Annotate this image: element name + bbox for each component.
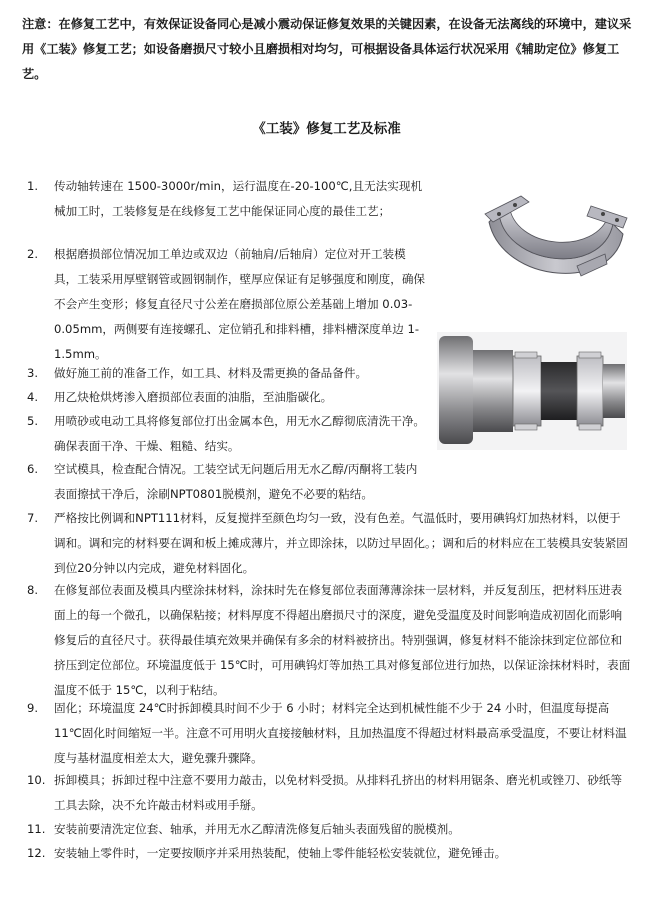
list-number: 3. <box>27 366 39 380</box>
list-item: 根据磨损部位情况加工单边或双边（前轴肩/后轴肩）定位对开工装模具，工装采用厚壁钢管或圆钢制作，壁厚应保证有足够强度和刚度，确保不会产生变形；修复直径尺寸公差在磨损部位原公差基础上增加 0.03-0.05mm，两侧要有连接螺孔、定位销孔和排料槽，排料槽深度单边 1-1.5mm。 <box>54 247 426 361</box>
section-title: 《工装》修复工艺及标准 <box>252 121 401 137</box>
list-item: 固化；环境温度 24℃时拆卸模具时间不少于 6 小时；材料完全达到机械性能不少于 24 小时，但温度每提高 11℃固化时间缩短一半。注意不可用明火直接接触材料，且加热温度不得超过材料最高承受温度，不要让材料温度与基材温度相差太大，避免骤升骤降。 <box>54 701 627 765</box>
list-item: 传动轴转速在 1500-3000r/min，运行温度在-20-100℃,且无法实现机械加工时，工装修复是在线修复工艺中能保证同心度的最佳工艺； <box>54 179 423 218</box>
list-number: 5. <box>27 414 39 428</box>
list-item: 用乙炔枪烘烤渗入磨损部位表面的油脂，至油脂碳化。 <box>54 390 333 404</box>
list-number: 6. <box>27 462 39 476</box>
list-item: 空试模具，检查配合情况。工装空试无问题后用无水乙醇/丙酮将工装内表面擦拭干净后，涂刷NPT0801脱模剂，避免不必要的粘结。 <box>54 462 418 501</box>
half-shell-mold-illustration <box>481 184 631 296</box>
list-number: 11. <box>27 822 46 836</box>
list-number: 10. <box>27 773 46 787</box>
list-item: 拆卸模具；拆卸过程中注意不要用力敲击，以免材料受损。从排料孔挤出的材料用锯条、磨光机或锉刀、砂纸等工具去除，决不允许敲击材料或用手掰。 <box>54 773 623 812</box>
list-number: 7. <box>27 511 39 525</box>
list-item: 严格按比例调和NPT111材料，反复搅拌至颜色均匀一致，没有色差。气温低时，要用碘钨灯加热材料，以便于调和。调和完的材料要在调和板上摊成薄片，并立即涂抹，以防过早固化。；调和后的材料应在工装模具安装紧固到位20分钟以内完成，避免材料固化。 <box>54 511 628 575</box>
list-item: 安装前要清洗定位套、轴承，并用无水乙醇清洗修复后轴头表面残留的脱模剂。 <box>54 822 460 836</box>
list-item: 用喷砂或电动工具将修复部位打出金属本色，用无水乙醇彻底清洗干净。确保表面干净、干燥、粗糙、结实。 <box>54 414 426 453</box>
list-number: 12. <box>27 846 46 860</box>
shaft-with-tooling-illustration <box>437 332 627 450</box>
list-number: 2. <box>27 247 39 261</box>
list-item: 做好施工前的准备工作，如工具、材料及需更换的备品备件。 <box>54 366 368 380</box>
list-number: 4. <box>27 390 39 404</box>
list-number: 9. <box>27 701 39 715</box>
list-number: 8. <box>27 583 39 597</box>
warning-note: 注意：在修复工艺中，有效保证设备同心是减小震动保证修复效果的关键因素，在设备无法离线的环境中，建议采用《工装》修复工艺；如设备磨损尺寸较小且磨损相对均匀，可根据设备具体运行状况采用《辅助定位》修复工艺。 <box>22 17 632 81</box>
list-item: 安装轴上零件时，一定要按顺序并采用热装配，使轴上零件能轻松安装就位，避免锤击。 <box>54 846 507 860</box>
list-item: 在修复部位表面及模具内壁涂抹材料，涂抹时先在修复部位表面薄薄涂抹一层材料，并反复刮压，把材料压进表面上的每一个微孔，以确保粘接；材料厚度不得超出磨损尺寸的深度，避免受温度及时间影响造成初固化而影响修复后的直径尺寸。获得最佳填充效果并确保有多余的材料被挤出。特别强调，修复材料不能涂抹到定位部位和挤压到定位部位。环境温度低于 15℃时，可用碘钨灯等加热工具对修复部位进行加热，以保证涂抹材料时，表面温度不低于 15℃，以利于粘结。 <box>54 583 631 697</box>
list-number: 1. <box>27 179 39 193</box>
